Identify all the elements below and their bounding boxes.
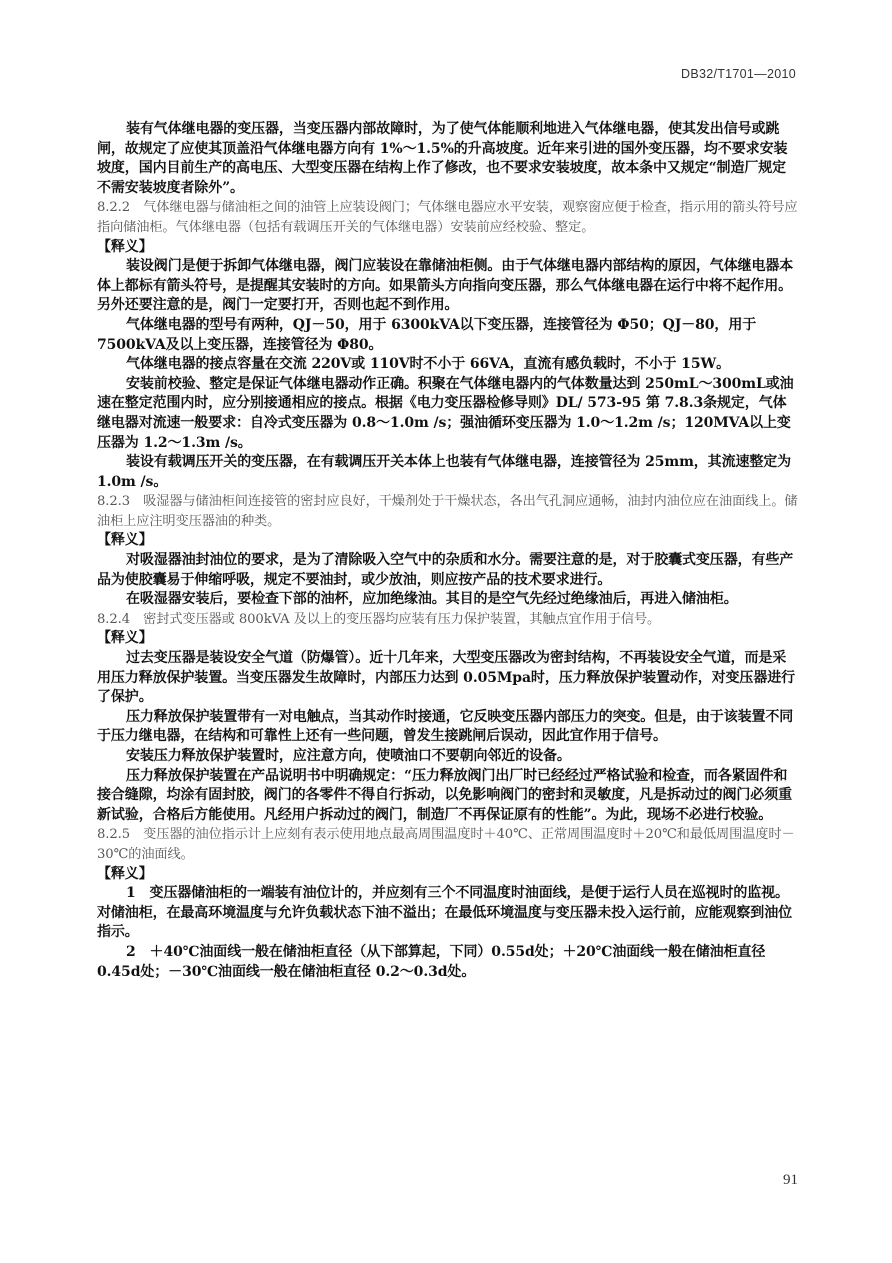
body-paragraph: 气体继电器的接点容量在交流 220V或 110V时不小于 66VA，直流有感负载时，不小于 15W。 (126, 356, 730, 373)
body-paragraph: 压力释放保护装置在产品说明书中明确规定：“压力释放阀门出厂时已经经过严格试验和检查，而各紧固件和接合缝隙，均涂有固封胶，阀门的各零件不得自行拆动，以免影响阀门的密封和灵敏度，凡是拆动过的阀门必须重新试验，合格后方能使用。凡经用户拆动过的阀门，制造厂不再保证原有的性能”。为此，现场不必进行校验。 (97, 767, 792, 823)
body-paragraph: 在吸湿器安装后，要检查下部的油杯，应加绝缘油。其目的是空气先经过绝缘油后，再进入储油柜。 (126, 591, 738, 608)
body-paragraph: 安装前校验、整定是保证气体继电器动作正确。积聚在气体继电器内的气体数量达到 250mL～300mL或油速在整定范围内时，应分别接通相应的接点。根据《电力变压器检修导则》DL/ 573-95 第 7.8.3条规定，气体继电器对流速一般要求：自冷式变压器为 0.8～1.0m /s；强油循环变压器为 1.0～1.2m /s；120MVA以上变压器为 1.2～1.3m /s。 (97, 375, 794, 451)
clause-paragraph: 8.2.4 密封式变压器或 800kVA 及以上的变压器均应装有压力保护装置，其触点宜作用于信号。 (97, 611, 661, 627)
body-paragraph: 安装压力释放保护装置时，应注意方向，使喷油口不要朝向邻近的设备。 (126, 748, 571, 764)
body-paragraph: 装设有载调压开关的变压器，在有载调压开关本体上也装有气体继电器，连接管径为 25mm，其流速整定为 1.0m /s。 (97, 454, 792, 490)
body-paragraph: 对吸湿器油封油位的要求，是为了清除吸入空气中的杂质和水分。需要注意的是，对于胶囊式变压器，有些产品为使胶囊易于伸缩呼吸，规定不要油封，或少放油，则应按产品的技术要求进行。 (97, 552, 794, 588)
clause-paragraph: 8.2.3 吸湿器与储油柜间连接管的密封应良好，干燥剂处于干燥状态，各出气孔洞应通畅，油封内油位应在油面线上。储油柜上应注明变压器油的种类。 (97, 494, 798, 529)
body-paragraph: 装设阀门是便于拆卸气体继电器，阀门应装设在靠储油柜侧。由于气体继电器内部结构的原因，气体继电器本体上都标有箭头符号，是提醒其安装时的方向。如果箭头方向指向变压器，那么气体继电器在运行中将不起作用。另外还要注意的是，阀门一定要打开，否则也起不到作用。 (97, 258, 794, 314)
document-code-header: DB32/T1701—2010 (681, 67, 796, 81)
body-paragraph: 2 ＋40℃油面线一般在储油柜直径（从下部算起，下同）0.55d处；＋20℃油面线一般在储油柜直径 0.45d处；－30℃油面线一般在储油柜直径 0.2～0.3d处。 (97, 943, 766, 980)
interpretation-heading: 【释义】 (97, 865, 153, 882)
interpretation-heading: 【释义】 (97, 630, 153, 647)
body-paragraph: 过去变压器是装设安全气道（防爆管）。近十几年来，大型变压器改为密封结构，不再装设安全气道，而是采用压力释放保护装置。当变压器发生故障时，内部压力达到 0.05Mpa时，压力释放保护装置动作，对变压器进行了保护。 (97, 650, 796, 706)
interpretation-heading: 【释义】 (97, 532, 153, 549)
body-paragraph: 1 变压器储油柜的一端装有油位计的，并应刻有三个不同温度时油面线，是便于运行人员在巡视时的监视。对储油柜，在最高环境温度与允许负载状态下油不溢出；在最低环境温度与变压器未投入运行前，应能观察到油位指示。 (97, 885, 792, 941)
body-paragraph: 装有气体继电器的变压器，当变压器内部故障时，为了使气体能顺利地进入气体继电器，使其发出信号或跳闸，故规定了应使其顶盖沿气体继电器方向有 1%～1.5%的升高坡度。近年来引进的国外变压器，均不要求安装坡度，国内目前生产的高电压、大型变压器在结构上作了修改，也不要求安装坡度，故本条中又规定“制造厂规定不需安装坡度者除外”。 (97, 121, 788, 196)
clause-paragraph: 8.2.5 变压器的油位指示计上应刻有表示使用地点最高周围温度时＋40℃、正常周围温度时＋20℃和最低周围温度时－30℃的油面线。 (97, 827, 795, 862)
interpretation-heading: 【释义】 (97, 238, 153, 255)
body-paragraph: 压力释放保护装置带有一对电触点，当其动作时接通，它反映变压器内部压力的突变。但是，由于该装置不同于压力继电器，在结构和可靠性上还有一些问题，曾发生接跳闸后误动，因此宜作用于信号。 (97, 708, 794, 745)
document-body (97, 120, 799, 982)
body-paragraph: 气体继电器的型号有两种，QJ－50，用于 6300kVA以下变压器，连接管径为 Φ50；QJ－80，用于 7500kVA及以上变压器，连接管径为 Φ80。 (97, 316, 757, 353)
clause-paragraph: 8.2.2 气体继电器与储油柜之间的油管上应装设阀门；气体继电器应水平安装，观察窗应便于检查，指示用的箭头符号应指向储油柜。气体继电器（包括有载调压开关的气体继电器）安装前应经校验、整定。 (97, 200, 798, 235)
page-number: 91 (783, 1172, 798, 1188)
